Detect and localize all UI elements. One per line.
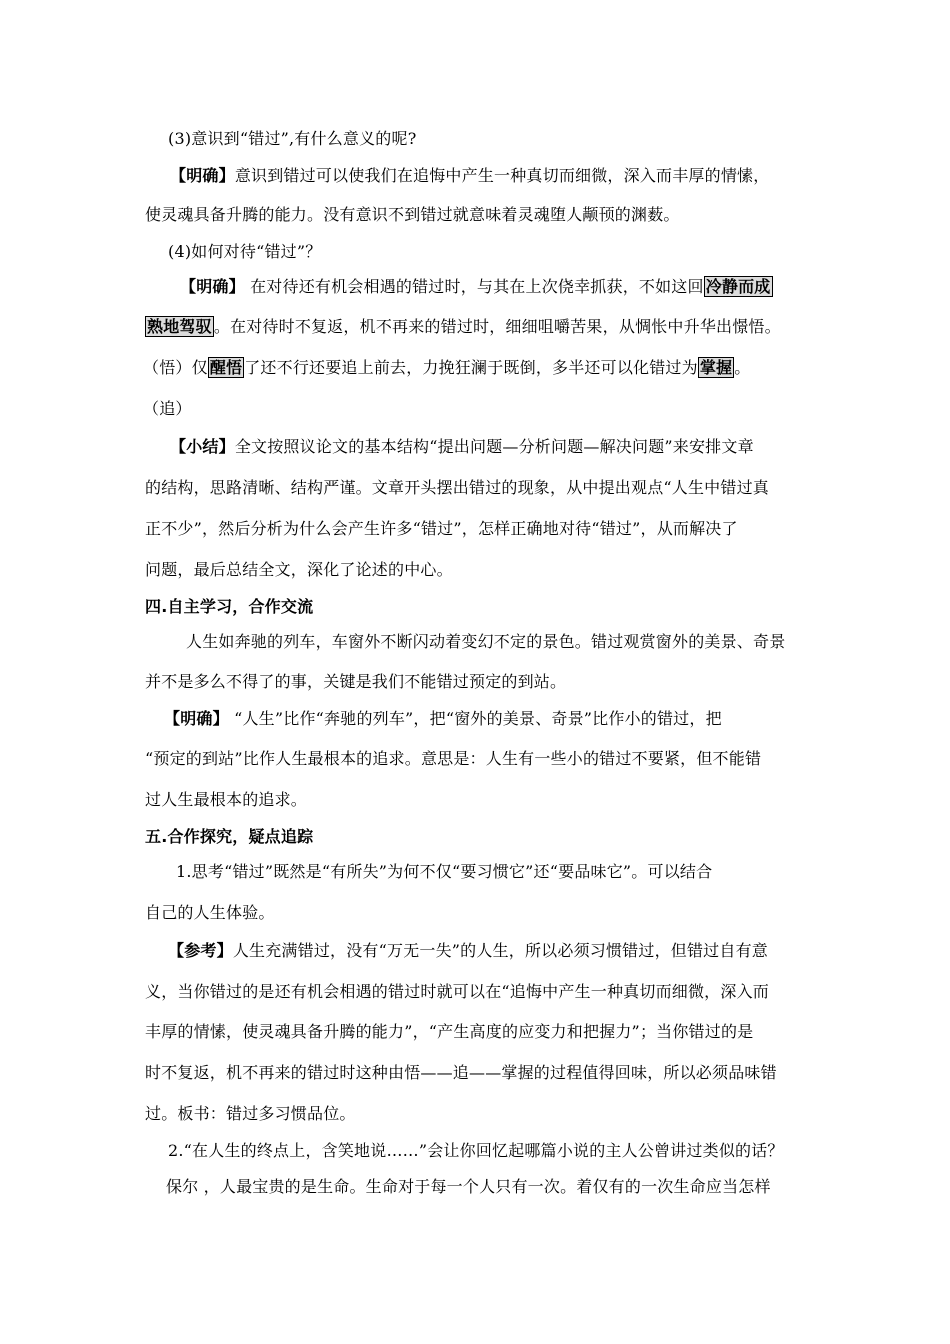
highlighted-term: 冷静而成 bbox=[705, 277, 771, 296]
reference-line-3: 丰厚的情愫，使灵魂具备升腾的能力”，“产生高度的应变力和把握力”；当你错过的是 bbox=[145, 1022, 754, 1041]
section-5-q1-line-2: 自己的人生体验。 bbox=[145, 903, 275, 922]
summary-label: 【小结】 bbox=[170, 437, 235, 456]
summary-line-2: 的结构，思路清晰、结构严谨。文章开头摆出错过的现象，从中提出观点“人生中错过真 bbox=[145, 478, 769, 497]
reference-label: 【参考】 bbox=[168, 941, 233, 960]
section-5-heading: 五.合作探究，疑点追踪 bbox=[145, 827, 314, 846]
answer-3-line-1: 【明确】意识到错过可以使我们在追悔中产生一种真切而细微，深入而丰厚的情愫， bbox=[170, 166, 770, 185]
question-3: (3)意识到“错过”,有什么意义的呢? bbox=[168, 129, 417, 148]
summary-line-3: 正不少”，然后分析为什么会产生许多“错过”，怎样正确地对待“错过”，从而解决了 bbox=[145, 519, 738, 538]
section-4-heading: 四.自主学习，合作交流 bbox=[145, 597, 314, 616]
section-5-q1-line-1: 1.思考“错过”既然是“有所失”为何不仅“要习惯它”还“要品味它”。可以结合 bbox=[176, 862, 713, 881]
highlighted-term: 掌握 bbox=[699, 358, 733, 377]
answer-4-line-2: 熟地驾驭 。在对待时不复返，机不再来的错过时，细细咀嚼苦果，从惆怅中升华出憬悟。 bbox=[147, 317, 781, 336]
section-5-q2-line-1: 2.“在人生的终点上，含笑地说……”会让你回忆起哪篇小说的主人公曾讲过类似的话？ bbox=[168, 1141, 784, 1160]
section-4-answer-line-2: “预定的到站”比作人生最根本的追求。意思是：人生有一些小的错过不要紧，但不能错 bbox=[145, 749, 762, 768]
reference-line-5: 过。板书：错过多习惯品位。 bbox=[145, 1104, 356, 1123]
section-4-answer-line-3: 过人生最根本的追求。 bbox=[145, 790, 308, 809]
section-5-q2-line-2: 保尔 ，人最宝贵的是生命。生命对于每一个人只有一次。着仅有的一次生命应当怎样 bbox=[166, 1177, 771, 1196]
answer-label: 【明确】 bbox=[180, 277, 245, 296]
question-4: (4)如何对待“错过”？ bbox=[168, 242, 322, 261]
answer-label: 【明确】 bbox=[170, 166, 235, 185]
answer-4-line-3: （悟）仅 醒悟 了还不行还要追上前去，力挽狂澜于既倒，多半还可以化错过为 掌握 。 bbox=[143, 358, 751, 377]
highlighted-term: 醒悟 bbox=[209, 358, 243, 377]
answer-4-line-1: 【明确】 在对待还有机会相遇的错过时，与其在上次侥幸抓获，不如这回 冷静而成 bbox=[180, 277, 771, 296]
reference-line-4: 时不复返，机不再来的错过时这种由悟——追——掌握的过程值得回味，所以必须品味错 bbox=[145, 1063, 777, 1082]
answer-4-line-4: （追） bbox=[143, 399, 192, 418]
answer-label: 【明确】 bbox=[164, 709, 229, 728]
summary-line-1: 【小结】全文按照议论文的基本结构“提出问题—分析问题—解决问题”来安排文章 bbox=[170, 437, 754, 456]
section-4-answer-line-1: 【明确】 “人生”比作“奔驰的列车”，把“窗外的美景、奇景”比作小的错过，把 bbox=[164, 709, 722, 728]
summary-line-4: 问题，最后总结全文，深化了论述的中心。 bbox=[145, 560, 453, 579]
answer-3-line-2: 使灵魂具备升腾的能力。没有意识不到错过就意味着灵魂堕人颟顸的渊薮。 bbox=[145, 205, 680, 224]
section-4-line-1: 人生如奔驰的列车，车窗外不断闪动着变幻不定的景色。错过观赏窗外的美景、奇景 bbox=[186, 632, 786, 651]
reference-line-1: 【参考】人生充满错过，没有“万无一失”的人生，所以必须习惯错过，但错过自有意 bbox=[168, 941, 768, 960]
section-4-line-2: 并不是多么不得了的事，关键是我们不能错过预定的到站。 bbox=[145, 672, 567, 691]
reference-line-2: 义，当你错过的是还有机会相遇的错过时就可以在“追悔中产生一种真切而细微，深入而 bbox=[145, 982, 769, 1001]
highlighted-term: 熟地驾驭 bbox=[147, 317, 212, 336]
